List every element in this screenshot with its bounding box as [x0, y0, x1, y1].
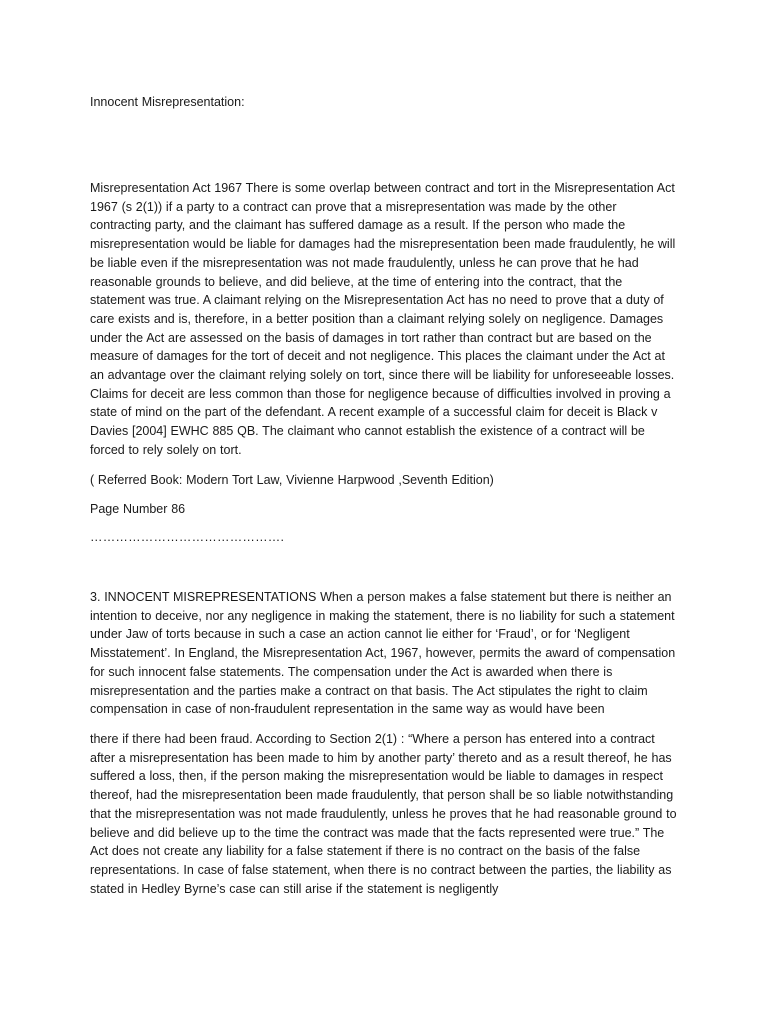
book-reference: ( Referred Book: Modern Tort Law, Vivienne Harpwood ,Seventh Edition): [90, 473, 494, 487]
document-heading: Innocent Misrepresentation:: [90, 95, 245, 109]
page-number-note: Page Number 86: [90, 502, 186, 516]
paragraph-misrepresentation-act: Misrepresentation Act 1967 There is some overlap between contract and tort in the Misrepresentation Act 1967 (s 2(1)) if a party to a contract can prove that a misrepresentation was made by the other contracting party, and the claimant has suffered damage as a result. If the person who made the misrepresentation would be liable for damages had the misrepresentation been made fraudulently, he will be liable even if the misrepresentation was not made fraudulently, unless he can prove that he had reasonable grounds to believe, and did believe, at the time of entering into the contract, that the statement was true. A claimant relying on the Misrepresentation Act has no need to prove that a duty of care exists and is, therefore, in a better position than a claimant relying solely on negligence. Damages under the Act are assessed on the basis of damages in tort rather than contract but are based on the measure of damages for the tort of deceit and not negligence. This places the claimant under the Act at an advantage over the claimant relying solely on tort, since there will be liability for unforeseeable losses. Claims for deceit are less common than those for negligence because of difficulties involved in proving a state of mind on the part of the defendant. A recent example of a successful claim for deceit is Black v Davies [2004] EWHC 885 QB. The claimant who cannot establish the existence of a contract will be forced to rely solely on tort.: [90, 181, 676, 457]
separator-dots: ……………………………………….: [90, 530, 285, 544]
paragraph-innocent-misrepresentations: 3. INNOCENT MISREPRESENTATIONS When a person makes a false statement but there is neither an intention to deceive, nor any negligence in making the statement, there is no liability for such a statement under Jaw of torts because in such a case an action cannot lie either for ‘Fraud’, or for ‘Negligent Misstatement’. In England, the Misrepresentation Act, 1967, however, permits the award of compensation for such innocent false statements. The compensation under the Act is awarded when there is misrepresentation and the parties make a contract on that basis. The Act stipulates the right to claim compensation in case of non-fraudulent representation in the same way as would have been: [90, 590, 676, 717]
paragraph-section-2-1: there if there had been fraud. According to Section 2(1) : “Where a person has entered into a contract after a misrepresentation has been made to him by another party’ thereto and as a result thereof, he has suffered a loss, then, if the person making the misrepresentation would be liable to damages in respect thereof, had the misrepresentation been made fraudulently, that person shall be so liable notwithstanding that the misrepresentation was not made fraudulently, unless he proves that he had reasonable ground to believe and did believe up to the time the contract was made that the facts represented were true.” The Act does not create any liability for a false statement if there is no contract on the basis of the false representations. In case of false statement, when there is no contract between the parties, the liability as stated in Hedley Byrne’s case can still arise if the statement is negligently: [90, 732, 677, 896]
